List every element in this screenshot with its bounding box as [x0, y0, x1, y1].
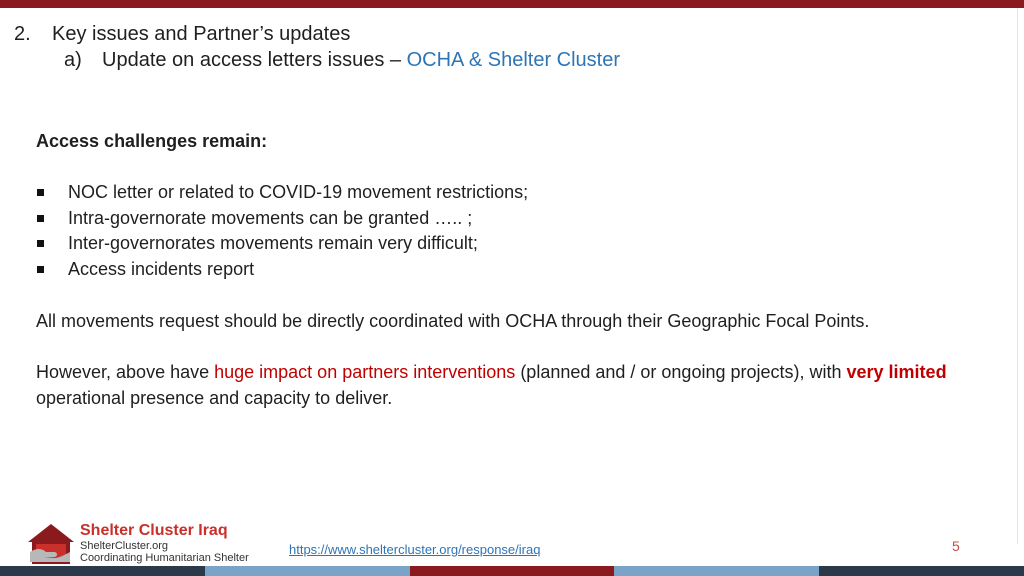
bullet-item — [36, 180, 1006, 206]
response-iraq-link[interactable]: https://www.sheltercluster.org/response/iraq — [289, 542, 541, 557]
logo-org: ShelterCluster.org — [80, 540, 169, 552]
bullet-item — [36, 231, 1006, 257]
band-segment-3 — [410, 566, 615, 576]
shelter-cluster-logo — [26, 520, 276, 566]
bottom-color-band — [0, 566, 1024, 576]
logo-title: Shelter Cluster Iraq — [80, 522, 228, 539]
bullet-list — [36, 180, 1006, 282]
band-segment-1 — [0, 566, 205, 576]
impact-paragraph — [36, 359, 1006, 411]
page-number: 5 — [952, 538, 960, 554]
impact-text-1: However, above have — [36, 362, 215, 382]
impact-bold-highlight: very limited — [846, 362, 947, 382]
section-title: Access challenges remain: — [36, 131, 268, 151]
logo-tagline: Coordinating Humanitarian Shelter — [80, 552, 249, 564]
band-segment-4 — [614, 566, 819, 576]
impact-text-2: (planned and / or ongoing projects), with — [515, 362, 847, 382]
heading-title: Key issues and Partner’s updates — [52, 23, 351, 45]
slide-body — [36, 128, 1006, 411]
bullet-text: NOC letter or related to COVID-19 movement restrictions; — [68, 182, 529, 202]
band-segment-5 — [819, 566, 1024, 576]
shelter-house-hand-icon — [26, 522, 76, 566]
bullet-item — [36, 257, 1006, 283]
band-segment-2 — [205, 566, 410, 576]
subheading-title: Update on access letters issues – — [102, 49, 407, 71]
subheading-highlight: OCHA & Shelter Cluster — [406, 49, 621, 71]
bullet-text: Inter-governorates movements remain very difficult; — [68, 233, 478, 253]
impact-highlight: huge impact on partners interventions — [214, 362, 516, 382]
impact-text-3: operational presence and capacity to deliver. — [36, 388, 393, 408]
square-bullet-icon — [37, 240, 44, 247]
bullet-text: Intra-governorate movements can be granted ….. ; — [68, 207, 473, 228]
right-divider — [1017, 8, 1018, 544]
slide-heading — [14, 22, 350, 46]
heading-number: 2. — [14, 23, 31, 45]
top-accent-bar — [0, 0, 1024, 8]
bullet-item — [36, 206, 1006, 232]
square-bullet-icon — [37, 266, 44, 273]
square-bullet-icon — [37, 215, 44, 222]
slide-subheading — [64, 48, 620, 72]
coordination-paragraph: All movements request should be directly coordinated with OCHA through their Geographic Focal Points. — [36, 311, 870, 331]
square-bullet-icon — [37, 189, 44, 196]
subheading-letter: a) — [64, 49, 82, 71]
bullet-text: Access incidents report — [68, 258, 255, 279]
